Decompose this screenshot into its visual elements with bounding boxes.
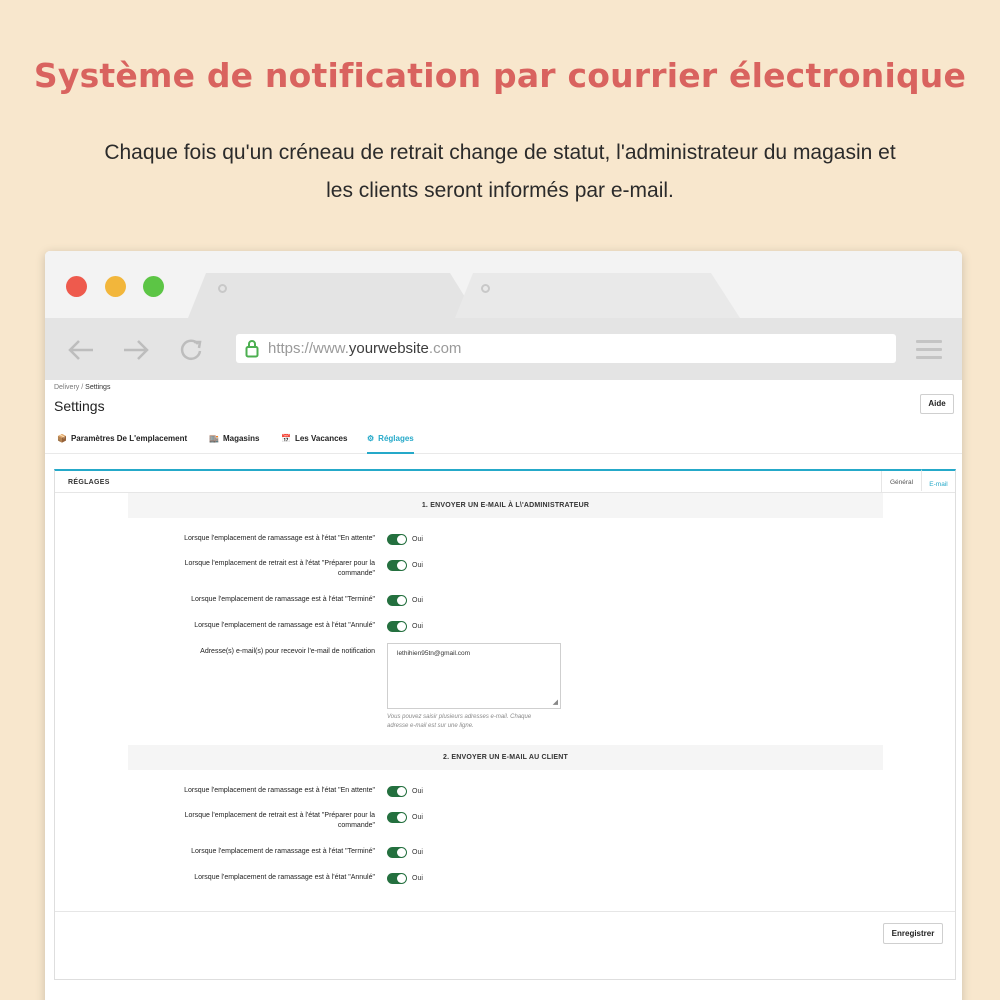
tab-location-settings[interactable]	[57, 434, 187, 454]
client-toggle-prepare[interactable]	[387, 812, 407, 823]
label-line: Lorsque l'emplacement de ramassage est à l'état "Terminé"	[191, 596, 375, 603]
breadcrumb-parent[interactable]: Delivery	[54, 384, 80, 391]
panel-title: RÉGLAGES	[68, 479, 110, 486]
email-help-text	[387, 713, 567, 731]
client-toggle-completed-value: Oui	[412, 849, 423, 856]
tab-favicon-icon	[218, 284, 227, 293]
tab-favicon-icon	[481, 284, 490, 293]
settings-panel	[54, 469, 956, 980]
address-bar[interactable]	[236, 334, 896, 363]
breadcrumb-current: Settings	[85, 384, 111, 391]
tab-label: Réglages	[378, 434, 414, 443]
label-line: Lorsque l'emplacement de retrait est à l'état "Préparer pour la	[184, 560, 375, 567]
client-row-label-pending	[138, 786, 375, 796]
tab-settings[interactable]	[367, 434, 414, 454]
tab-stores[interactable]	[209, 434, 259, 454]
client-toggle-cancelled-value: Oui	[412, 875, 423, 882]
reload-icon[interactable]	[177, 336, 205, 364]
browser-titlebar	[45, 251, 962, 318]
client-toggle-cancelled[interactable]	[387, 873, 407, 884]
client-row-label-completed	[138, 847, 375, 857]
tab-holidays[interactable]	[281, 434, 347, 454]
menu-icon[interactable]	[916, 340, 942, 364]
tab-label: Magasins	[222, 434, 260, 443]
subtitle-line-2: les clients seront informés par e-mail.	[326, 179, 674, 202]
admin-toggle-cancelled-value: Oui	[412, 623, 423, 630]
client-row-label-cancelled	[138, 873, 375, 883]
subtab-email[interactable]: E-mail	[921, 469, 955, 491]
url-prefix: https://www.	[268, 340, 349, 357]
help-line: Vous pouvez saisir plusieurs adresses e-mail. Chaque	[387, 714, 532, 720]
browser-tab-active[interactable]	[188, 273, 478, 318]
minimize-window-button[interactable]	[105, 276, 126, 297]
maximize-window-button[interactable]	[143, 276, 164, 297]
admin-row-label-completed	[138, 595, 375, 605]
admin-toggle-pending[interactable]	[387, 534, 407, 545]
email-field-label: Adresse(s) e-mail(s) pour recevoir l'e-mail de notification	[200, 648, 375, 655]
admin-toggle-completed[interactable]	[387, 595, 407, 606]
tab-label: Les Vacances	[294, 434, 348, 443]
admin-row-label-pending	[138, 534, 375, 544]
browser-tab-inactive[interactable]	[455, 273, 740, 318]
back-arrow-icon[interactable]	[67, 336, 95, 364]
close-window-button[interactable]	[66, 276, 87, 297]
label-line: Lorsque l'emplacement de ramassage est à l'état "Terminé"	[191, 848, 375, 855]
admin-toggle-prepare-value: Oui	[412, 562, 423, 569]
label-line: Lorsque l'emplacement de ramassage est à l'état "En attente"	[184, 535, 375, 542]
admin-row-label-cancelled	[138, 621, 375, 631]
client-toggle-completed[interactable]	[387, 847, 407, 858]
gears-icon: ⚙	[367, 434, 375, 443]
panel-footer-divider	[55, 911, 955, 912]
help-line: adresse e-mail est sur une ligne.	[387, 723, 474, 729]
label-line: commande"	[337, 570, 375, 577]
browser-navbar	[45, 318, 962, 380]
breadcrumb-separator: /	[81, 384, 84, 391]
url-suffix: .com	[428, 340, 462, 357]
admin-row-label-prepare	[138, 559, 375, 579]
client-toggle-pending[interactable]	[387, 786, 407, 797]
forward-arrow-icon[interactable]	[122, 336, 150, 364]
browser-window	[45, 251, 962, 1000]
calendar-icon: 📅	[281, 434, 291, 443]
url-domain: yourwebsite	[348, 340, 429, 357]
resize-handle-icon[interactable]: ◢	[552, 699, 558, 706]
client-section-heading: 2. ENVOYER UN E-MAIL AU CLIENT	[128, 745, 883, 770]
lock-icon	[245, 339, 259, 358]
save-button[interactable]: Enregistrer	[883, 923, 943, 944]
panel-header	[55, 471, 955, 493]
settings-tabs	[45, 426, 962, 454]
admin-toggle-prepare[interactable]	[387, 560, 407, 571]
admin-toggle-cancelled[interactable]	[387, 621, 407, 632]
headline: Système de notification par courrier électronique	[33, 56, 967, 95]
admin-toggle-completed-value: Oui	[412, 597, 423, 604]
label-line: Lorsque l'emplacement de ramassage est à l'état "Annulé"	[194, 874, 375, 881]
url-text	[268, 340, 461, 357]
subtab-general[interactable]: Général	[881, 471, 921, 493]
email-addresses-field[interactable]	[387, 643, 561, 709]
admin-section-heading: 1. ENVOYER UN E-MAIL À L\'ADMINISTRATEUR	[128, 493, 883, 518]
box-icon: 📦	[57, 434, 67, 443]
app-content	[45, 380, 962, 1000]
subtitle	[60, 134, 940, 210]
tab-label: Paramètres De L'emplacement	[70, 434, 188, 443]
label-line: Lorsque l'emplacement de retrait est à l'état "Préparer pour la	[184, 812, 375, 819]
email-value: lethihien95tn@gmail.com	[397, 650, 471, 657]
label-line: commande"	[337, 822, 375, 829]
admin-toggle-pending-value: Oui	[412, 536, 423, 543]
store-icon: 🏬	[209, 434, 219, 443]
label-line: Lorsque l'emplacement de ramassage est à l'état "En attente"	[184, 787, 375, 794]
page-title: Settings	[54, 398, 105, 414]
help-button[interactable]: Aide	[920, 394, 954, 414]
subtitle-line-1: Chaque fois qu'un créneau de retrait change de statut, l'administrateur du magasin et	[104, 141, 896, 164]
client-toggle-pending-value: Oui	[412, 788, 423, 795]
label-line: Lorsque l'emplacement de ramassage est à l'état "Annulé"	[194, 622, 375, 629]
breadcrumb	[54, 384, 110, 391]
client-toggle-prepare-value: Oui	[412, 814, 423, 821]
client-row-label-prepare	[138, 811, 375, 831]
